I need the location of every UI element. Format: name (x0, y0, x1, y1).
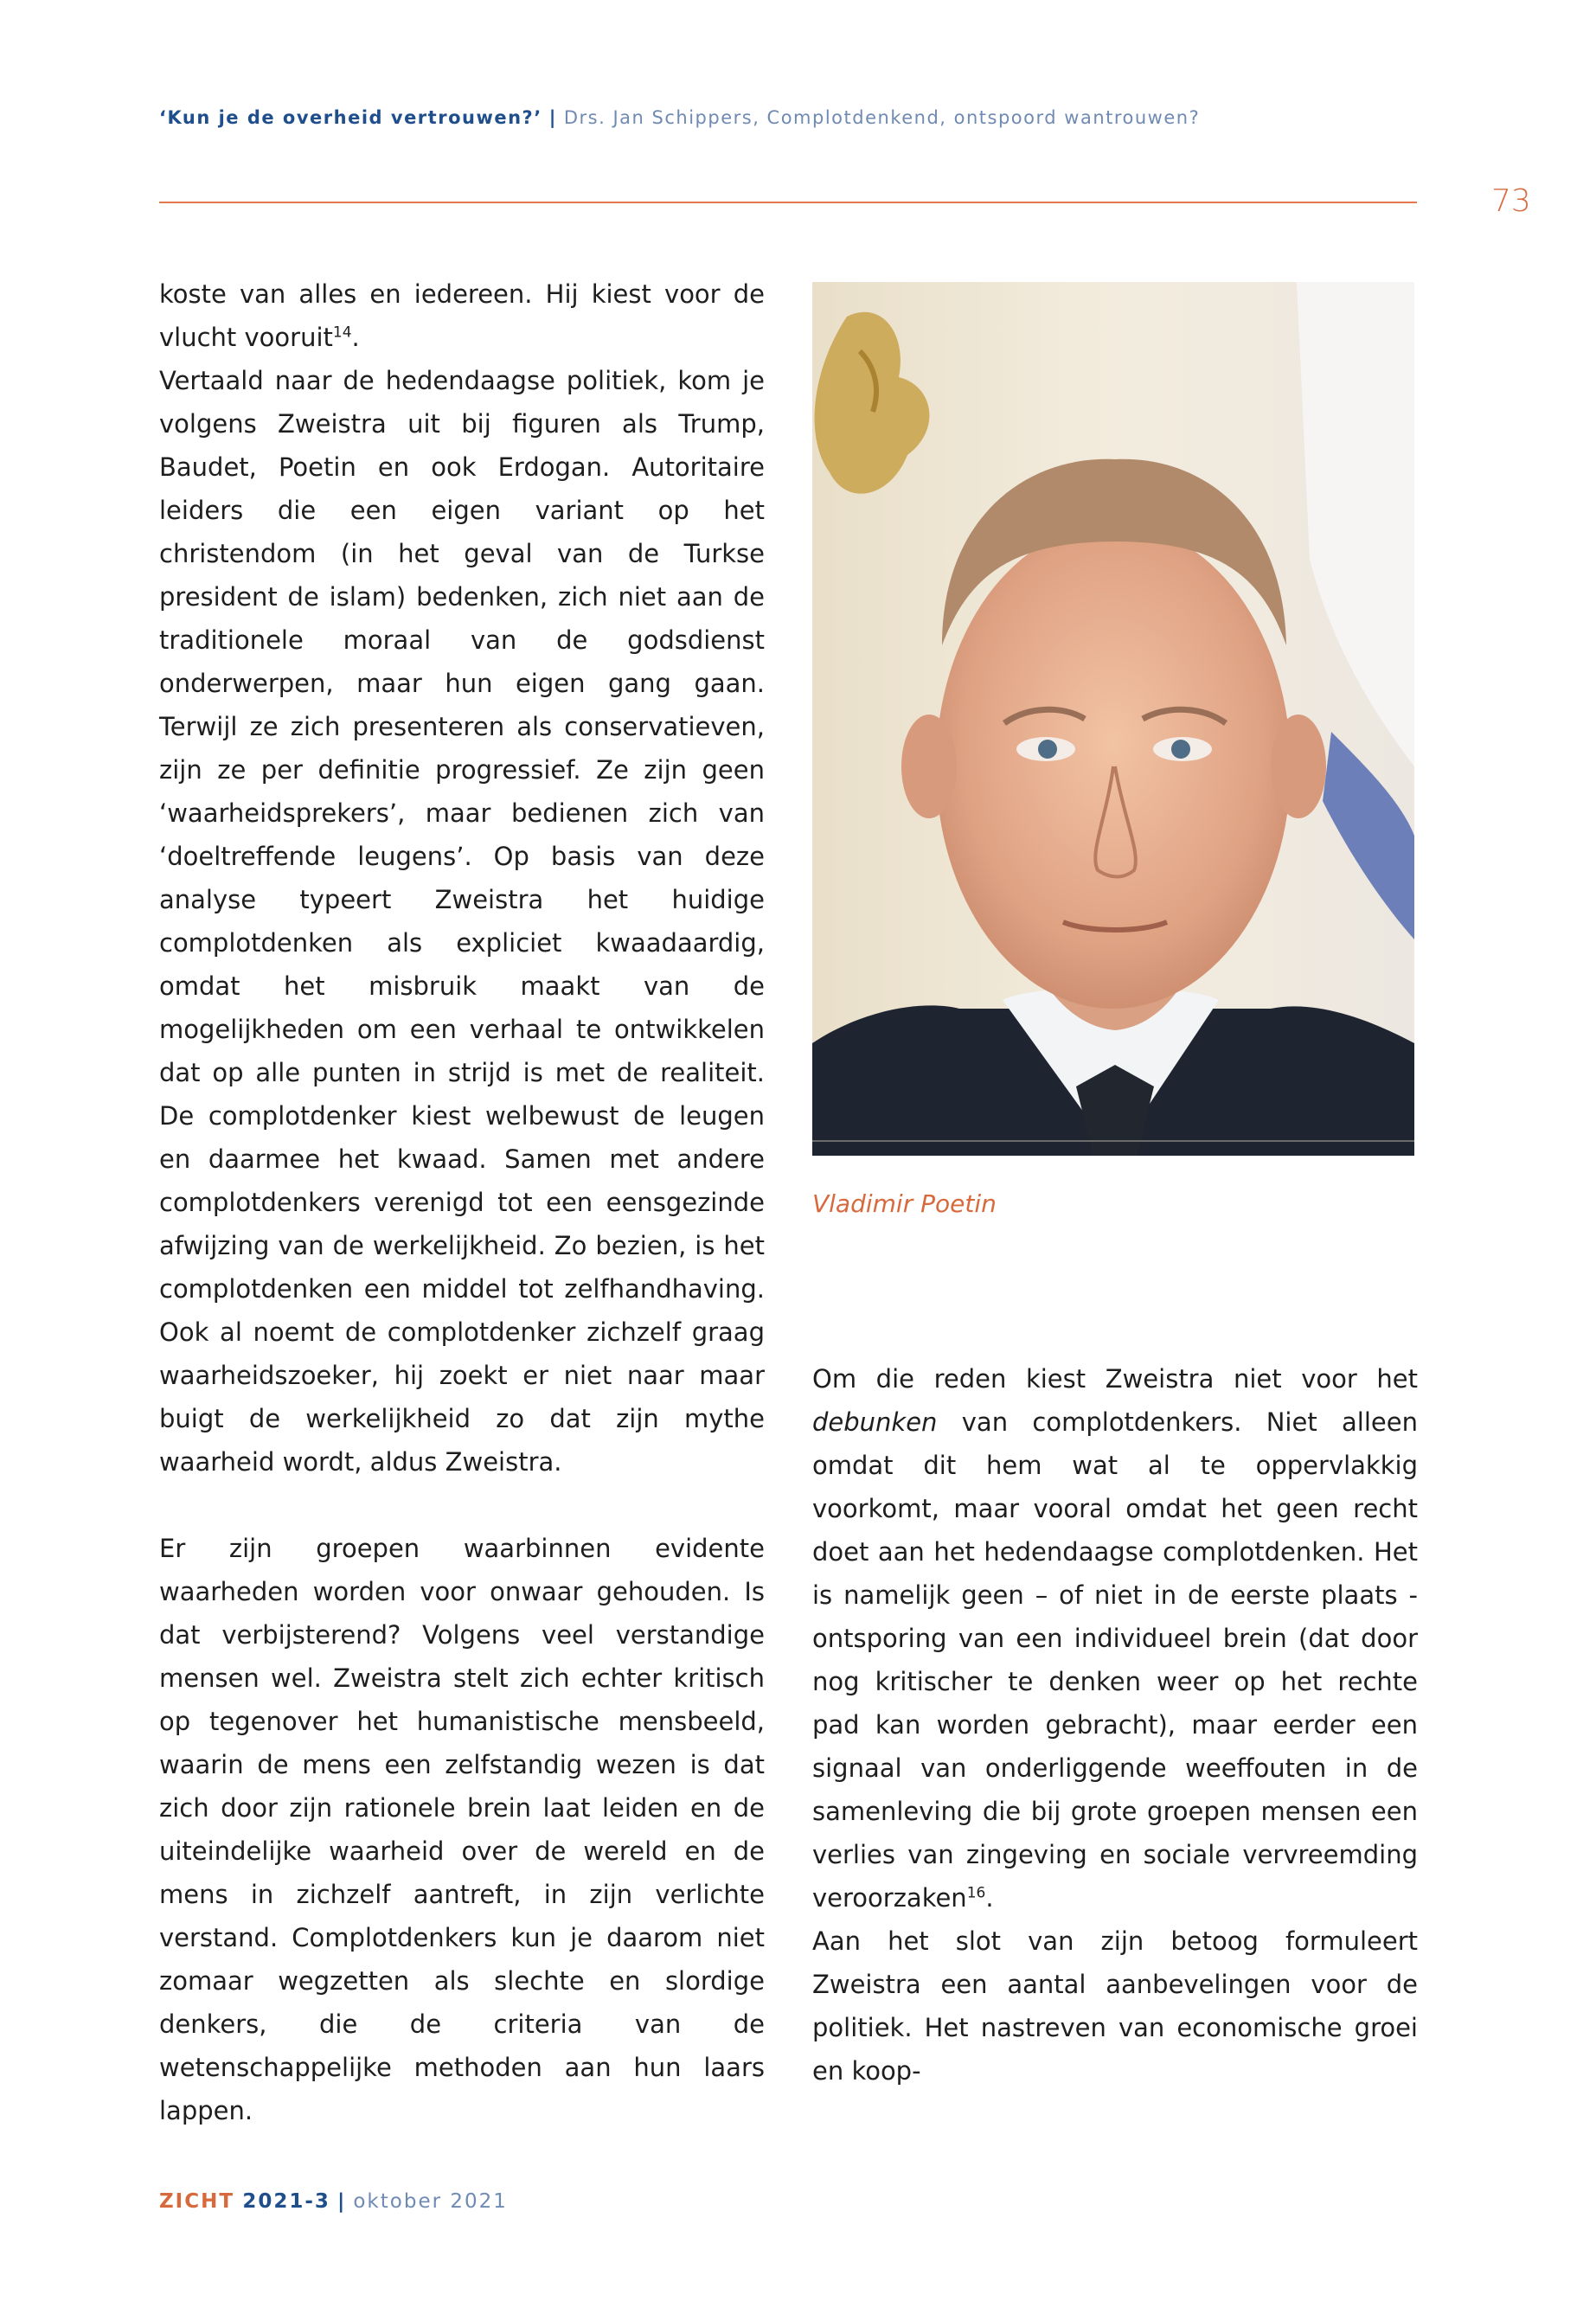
header-divider (159, 202, 1417, 203)
article-author-subtitle: Drs. Jan Schippers, Complotdenkend, ontspoord wantrouwen? (563, 107, 1201, 128)
running-header (159, 107, 1200, 128)
paragraph-gap (159, 1484, 765, 1527)
header-separator: | (548, 107, 557, 128)
issue-number: 2021-3 (242, 2190, 330, 2213)
photo-caption: Vladimir Poetin (812, 1189, 997, 1218)
issue-date: oktober 2021 (353, 2190, 508, 2213)
paragraph: Om die reden kiest Zweistra niet voor het debunken van complotdenkers. Niet alleen omdat dit hem wat al te oppervlakkig voorkomt, maar vooral omdat het geen recht doet aan het hedendaagse complotdenken. Het is namelijk geen – of niet in de eerste plaats - ontsporing van een individueel brein (dat door nog kritischer te denken weer op het rechte pad kan worden gebracht), maar eerder een signaal van onderliggende weeffouten in de samenleving die bij grote groepen mensen een verlies van zingeving en sociale vervreemding veroorzaken$^{16}$. (812, 1364, 1418, 1913)
magazine-name: ZICHT (159, 2190, 235, 2213)
footer (159, 2190, 508, 2213)
paragraph: Er zijn groepen waarbinnen evidente waarheden worden voor onwaar gehouden. Is dat verbijsterend? Volgens veel verstandige mensen wel. Zweistra stelt zich echter kritisch op tegenover het humanistische mensbeeld, waarin de mens een zelfstandig wezen is dat zich door zijn rationele brein laat leiden en de uiteindelijke waarheid over de wereld en de mens in zichzelf aantreft, in zijn verlichte verstand. Complotdenkers kun je daarom niet zomaar wegzetten als slechte en slordige denkers, die de criteria van de wetenschappelijke methoden aan hun laars lappen. (159, 1534, 765, 2125)
paragraph: koste van alles en iedereen. Hij kiest voor de vlucht vooruit$^{14}$. (159, 279, 765, 352)
emphasis: debunken (812, 1407, 938, 1437)
paragraph: Aan het slot van zijn betoog formuleert Zweistra een aantal aanbevelingen voor de politiek. Het nastreven van economische groei en koop- (812, 1926, 1418, 2086)
portrait-photo (812, 282, 1414, 1156)
right-text-column (812, 1357, 1418, 2093)
paragraph: Vertaald naar de hedendaagse politiek, kom je volgens Zweistra uit bij figuren als Trump, Baudet, Poetin en ook Erdogan. Autoritaire leiders die een eigen variant op het christendom (in het geval van de Turkse president de islam) bedenken, zich niet aan de traditionele moraal van de godsdienst onderwerpen, maar hun eigen gang gaan. Terwijl ze zich presenteren als conservatieven, zijn ze per definitie progressief. Ze zijn geen ‘waarheidsprekers’, maar bedienen zich van ‘doeltreffende leugens’. Op basis van deze analyse typeert Zweistra het huidige complotdenken als expliciet kwaadaardig, omdat het misbruik maakt van de mogelijkheden om een verhaal te ontwikkelen dat op alle punten in strijd is met de realiteit. De complotdenker kiest welbewust de leugen en daarmee het kwaad. Samen met andere complotdenkers verenigd tot een eensgezinde afwijzing van de werkelijkheid. Zo bezien, is het complotdenken een middel tot zelfhandhaving. Ook al noemt de complotdenker zichzelf graag waarheidszoeker, hij zoekt er niet naar maar buigt de werkelijkheid zo dat zijn mythe waarheid wordt, aldus Zweistra. (159, 366, 765, 1477)
left-text-column (159, 272, 765, 2132)
footnote-ref[interactable]: 14 (332, 324, 352, 342)
footnote-ref[interactable]: 16 (966, 1884, 986, 1902)
page-number: 73 (1491, 183, 1531, 219)
article-title: ‘Kun je de overheid vertrouwen?’ (159, 107, 542, 128)
footer-separator: | (337, 2190, 347, 2213)
